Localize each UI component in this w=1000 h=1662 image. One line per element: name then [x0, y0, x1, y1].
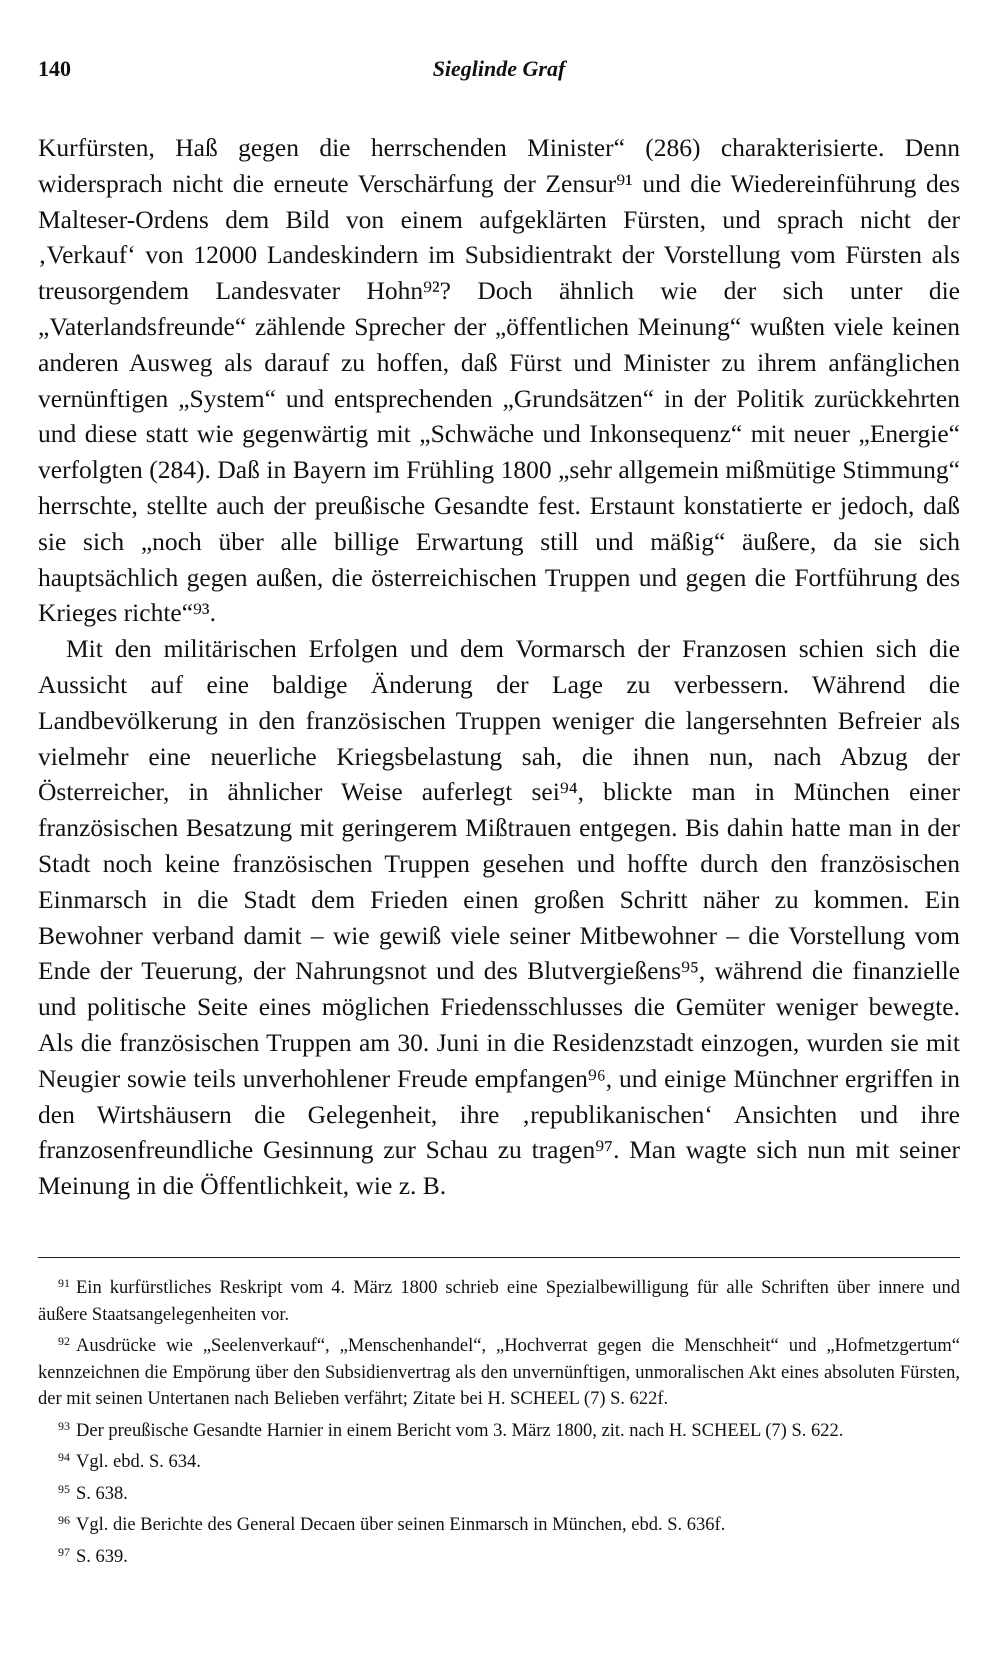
footnote-text: S. 638. [76, 1483, 128, 1504]
footnote-95 [38, 1476, 960, 1508]
footnote-number: 96 [58, 1513, 70, 1527]
footnote-93 [38, 1413, 960, 1445]
footnote-number: 97 [58, 1544, 70, 1559]
footnote-number: 92 [58, 1334, 70, 1348]
footnote-91 [38, 1270, 960, 1328]
footnote-text: Vgl. die Berichte des General Decaen über seinen Einmarsch in München, ebd. S. 636f. [76, 1515, 726, 1535]
page-number: 140 [38, 56, 71, 81]
footnote-97 [38, 1539, 960, 1571]
footnote-number: 91 [58, 1276, 70, 1290]
footnotes [38, 1270, 960, 1570]
page-header [38, 56, 960, 86]
footnote-number: 94 [58, 1450, 70, 1464]
footnote-number: 93 [58, 1418, 70, 1433]
footnote-94 [38, 1444, 960, 1476]
paragraph: Mit den militärischen Erfolgen und dem Vormarsch der Franzosen schien sich die Aussicht auf eine baldige Änderung der Lage zu verbessern. Während die Landbevölkerung in den französischen Truppen weniger die langersehnten Befreier als vielmehr eine neuerliche Kriegsbelastung sah, die ihnen nun, nach Abzug der Österreicher, in ähnlicher Weise auferlegt sei⁹⁴, blickte man in München einer französischen Besatzung mit geringerem Mißtrauen entgegen. Bis dahin hatte man in der Stadt noch keine französischen Truppen gesehen und hoffte durch den französischen Einmarsch in die Stadt dem Frieden einen großen Schritt näher zu kommen. Ein Bewohner verband damit – wie gewiß viele seiner Mitbewohner – die Vorstellung vom Ende der Teuerung, der Nahrungsnot und des Blutvergießens⁹⁵, während die finanzielle und politische Seite eines möglichen Friedensschlusses die Gemüter weniger bewegte. Als die französischen Truppen am 30. Juni in die Residenzstadt einzogen, wurden sie mit Neugier sowie teils unverhohlener Freude empfangen⁹⁶, und einige Münchner ergriffen in den Wirtshäusern die Gelegenheit, ihre ‚republikanischen‘ Ansichten und ihre franzosenfreundliche Gesinnung zur Schau zu tragen⁹⁷. Man wagte sich nun mit seiner Meinung in die Öffentlichkeit, wie z. B. [38, 634, 960, 1201]
footnote-96 [38, 1507, 960, 1539]
footnote-text: Ein kurfürstliches Reskript vom 4. März 1800 schrieb eine Spezialbewilligung für alle Schriften über innere und äußere Staatsangelegenheiten vor. [38, 1278, 960, 1325]
footnote-divider [38, 1257, 960, 1258]
footnote-text: S. 639. [76, 1546, 128, 1567]
main-text [38, 130, 960, 1204]
footnote-text: Ausdrücke wie „Seelenverkauf“, „Menschenhandel“, „Hochverrat gegen die Menschheit“ und „Hofmetzgertum“ kennzeichnen die Empörung über den Subsidienvertrag als den unvernünftigen, unmoralischen Akt eines absoluten Fürsten, der mit seinen Untertanen nach Belieben verfährt; Zitate bei H. SCHEEL (7) S. 622f. [38, 1336, 960, 1409]
footnote-number: 95 [58, 1481, 70, 1496]
paragraph: Kurfürsten, Haß gegen die herrschenden Minister“ (286) charakterisierte. Denn widersprach nicht die erneute Verschärfung der Zensur⁹¹ und die Wiedereinführung des Malteser-Ordens dem Bild von einem aufgeklärten Fürsten, und sprach nicht der ‚Verkauf‘ von 12000 Landeskindern im Subsidientrakt der Vorstellung vom Fürsten als treusorgendem Landesvater Hohn⁹²? Doch ähnlich wie der sich unter die „Vaterlandsfreunde“ zählende Sprecher der „öffentlichen Meinung“ wußten viele keinen anderen Ausweg als darauf zu hoffen, daß Fürst und Minister zu ihrem anfänglichen vernünftigen „System“ und entsprechenden „Grundsätzen“ in der Politik zurückkehrten und diese statt wie gegenwärtig mit „Schwäche und Inkonsequenz“ mit neuer „Energie“ verfolgten (284). Daß in Bayern im Frühling 1800 „sehr allgemein mißmütige Stimmung“ herrschte, stellte auch der preußische Gesandte fest. Erstaunt konstatierte er jedoch, daß sie sich „noch über alle billige Erwartung still und mäßig“ äußere, da sie sich hauptsächlich gegen außen, die österreichischen Truppen und gegen die Fortführung des Krieges richte“⁹³. [38, 133, 960, 628]
running-title: Sieglinde Graf [432, 56, 566, 81]
footnote-text: Der preußische Gesandte Harnier in einem Bericht vom 3. März 1800, zit. nach H. SCHEEL (7) S. 622. [76, 1420, 844, 1441]
footnote-92 [38, 1328, 960, 1413]
footnote-text: Vgl. ebd. S. 634. [76, 1452, 201, 1472]
